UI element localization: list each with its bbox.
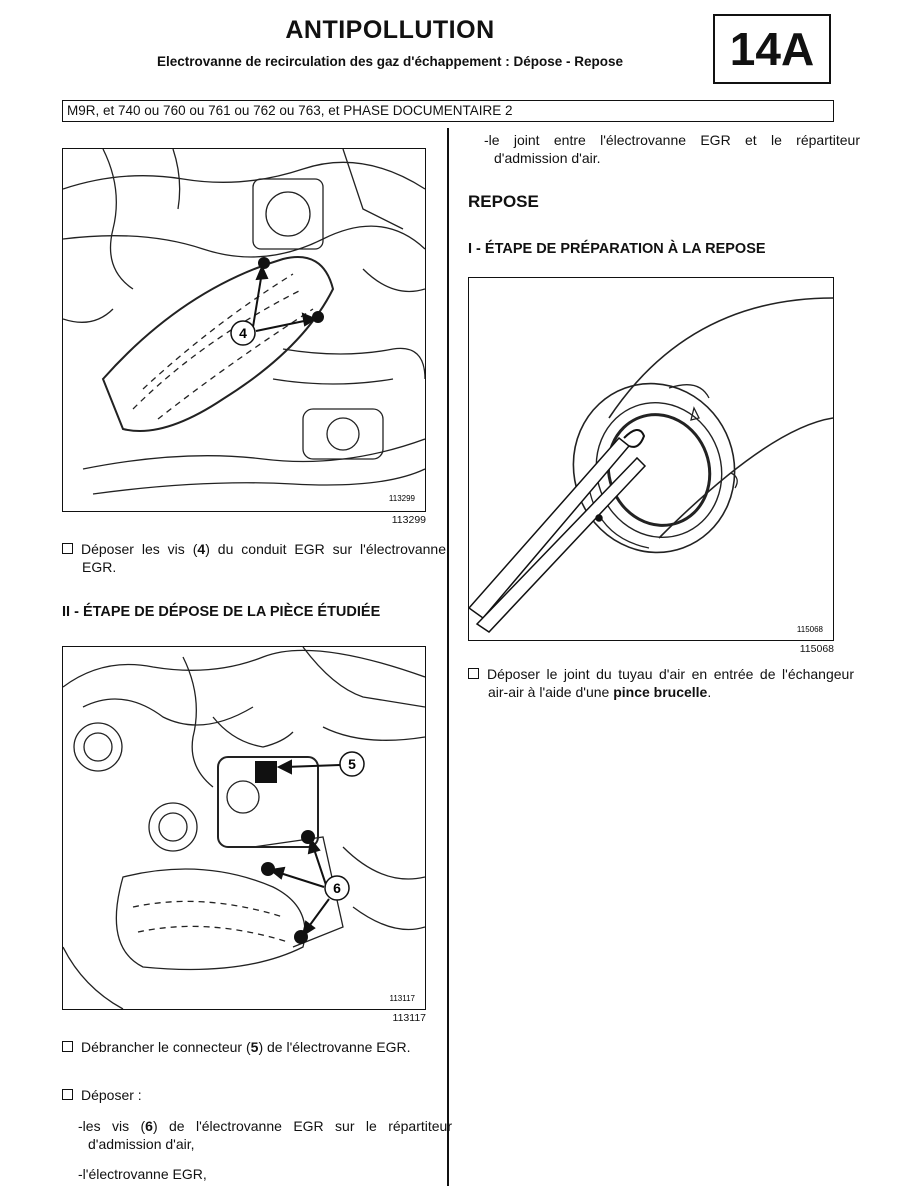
instruction-step: Déposer les vis (4) du conduit EGR sur l'électrovanne EGR. bbox=[62, 540, 446, 576]
column-divider bbox=[447, 128, 449, 1186]
section-heading: I - ÉTAPE DE PRÉPARATION À LA REPOSE bbox=[468, 241, 766, 257]
chapter-code-badge: 14A bbox=[713, 14, 831, 84]
figure-inner-number: 113299 bbox=[388, 494, 415, 503]
page-title: ANTIPOLLUTION bbox=[285, 16, 495, 44]
figure-egr-valve-connector bbox=[62, 646, 426, 1010]
checkbox-bullet-icon bbox=[62, 543, 73, 554]
instruction-step: Déposer : bbox=[62, 1086, 446, 1104]
checkbox-bullet-icon bbox=[62, 1089, 73, 1100]
instruction-step: Débrancher le connecteur (5) de l'électrovanne EGR. bbox=[62, 1038, 446, 1056]
figure-number: 113117 bbox=[392, 1012, 426, 1024]
figure-egr-duct-screws bbox=[62, 148, 426, 512]
tweezers-icon bbox=[469, 438, 645, 632]
connector-and-screw-markers bbox=[255, 761, 315, 944]
checkbox-bullet-icon bbox=[62, 1041, 73, 1052]
figure-number: 115068 bbox=[799, 643, 834, 655]
checkbox-bullet-icon bbox=[468, 668, 479, 679]
instruction-step: Déposer le joint du tuyau d'air en entrée de l'échangeur air-air à l'aide d'une pince brucelle. bbox=[468, 665, 854, 701]
applicability-bar: M9R, et 740 ou 760 ou 761 ou 762 ou 763, et PHASE DOCUMENTAIRE 2 bbox=[62, 100, 834, 122]
sub-step: -le joint entre l'électrovanne EGR et le répartiteur d'admission d'air. bbox=[484, 132, 860, 166]
callout-4: 4 bbox=[239, 325, 247, 341]
figure-number: 113299 bbox=[391, 514, 426, 526]
page-subtitle: Electrovanne de recirculation des gaz d'échappement : Dépose - Repose bbox=[156, 54, 624, 69]
engine-illustration bbox=[63, 149, 425, 511]
figure-inner-number: 115068 bbox=[796, 625, 823, 634]
figure-inner-number: 113117 bbox=[389, 994, 415, 1003]
figure-air-pipe-seal bbox=[468, 277, 834, 641]
section-heading: II - ÉTAPE DE DÉPOSE DE LA PIÈCE ÉTUDIÉE bbox=[62, 604, 381, 620]
callout-5: 5 bbox=[348, 756, 356, 772]
callout-6: 6 bbox=[333, 880, 341, 896]
sub-step: -les vis (6) de l'électrovanne EGR sur le répartiteur d'admission d'air, bbox=[78, 1118, 452, 1152]
engine-illustration bbox=[63, 647, 425, 1009]
sub-step: -l'électrovanne EGR, bbox=[78, 1166, 207, 1182]
repose-heading: REPOSE bbox=[468, 192, 539, 211]
pipe-seal-illustration bbox=[469, 278, 833, 640]
